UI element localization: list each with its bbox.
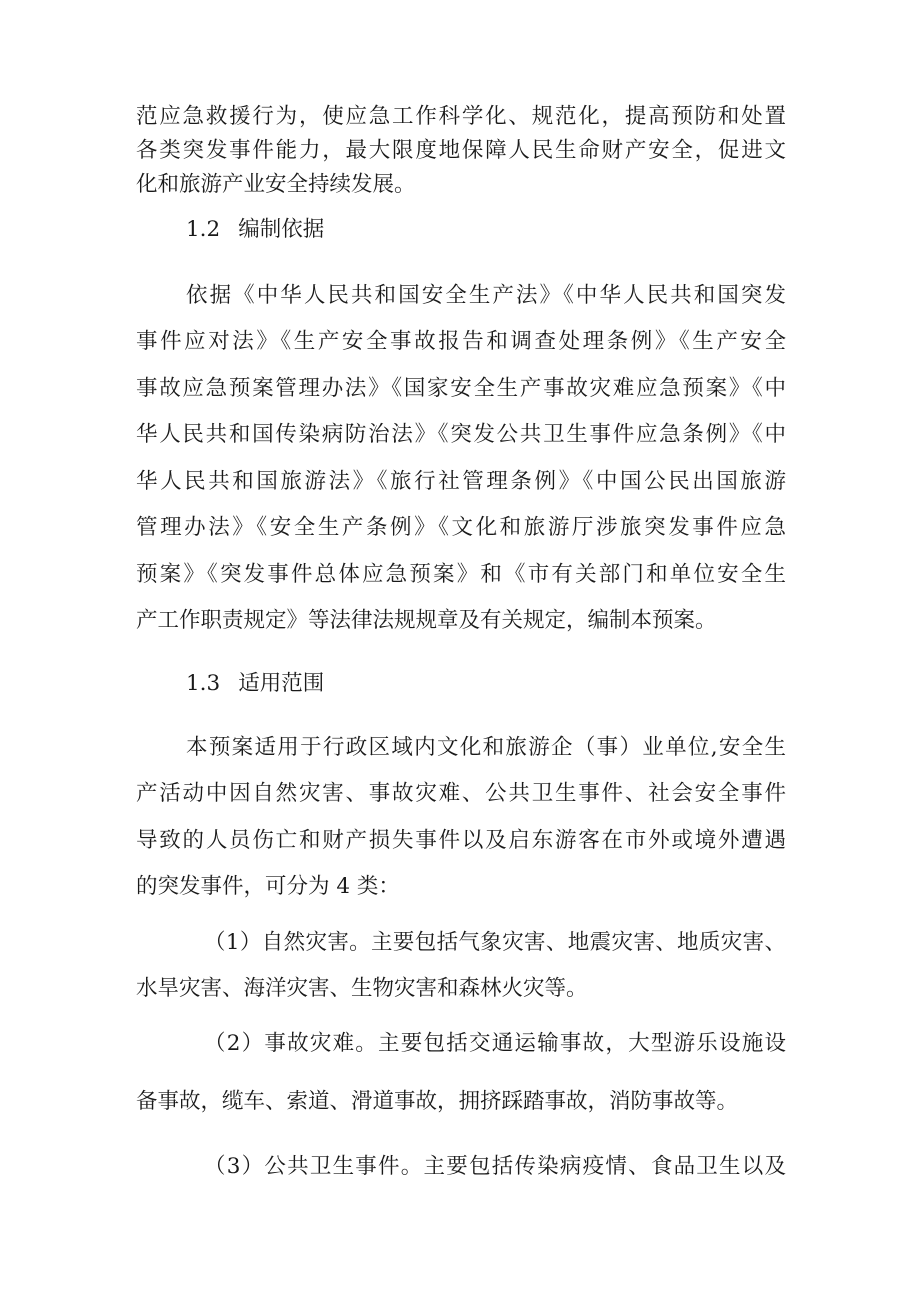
- section-1-2-line-6: 管理办法》《安全生产条例》《文化和旅游厅涉旅突发事件应急: [136, 515, 786, 540]
- section-heading-1-2: [186, 213, 324, 247]
- section-1-2-line-4: 华人民共和国传染病防治法》《突发公共卫生事件应急条例》《中: [136, 422, 786, 447]
- section-number: 1.3: [186, 671, 221, 696]
- section-1-3-line-2: 产活动中因自然灾害、事故灾难、公共卫生事件、社会安全事件: [136, 781, 786, 806]
- section-1-2-line-3: 事故应急预案管理办法》《国家安全生产事故灾难应急预案》《中: [136, 376, 786, 401]
- section-1-3-line-3: 导致的人员伤亡和财产损失事件以及启东游客在市外或境外遭遇: [136, 828, 786, 853]
- section-number: 1.2: [186, 217, 221, 242]
- section-1-3-line-1: 本预案适用于行政区域内文化和旅游企（事）业单位,安全生: [186, 735, 786, 760]
- section-title: 适用范围: [238, 671, 325, 696]
- section-1-2-line-2: 事件应对法》《生产安全事故报告和调查处理条例》《生产安全: [136, 329, 786, 354]
- section-title: 编制依据: [238, 217, 325, 242]
- intro-line-2: 各类突发事件能力，最大限度地保障人民生命财产安全，促进文: [136, 138, 786, 163]
- section-heading-1-3: [186, 667, 324, 701]
- section-1-2-line-1: 依据《中华人民共和国安全生产法》《中华人民共和国突发: [186, 283, 786, 308]
- list-item-1-line-2: 水旱灾害、海洋灾害、生物灾害和森林火灾等。: [136, 976, 588, 1001]
- list-item-2-line-1: （2）事故灾难。主要包括交通运输事故，大型游乐设施设: [204, 1031, 786, 1056]
- intro-line-1: 范应急救援行为，使应急工作科学化、规范化，提高预防和处置: [136, 104, 786, 129]
- intro-line-3: 化和旅游产业安全持续发展。: [136, 172, 416, 197]
- section-1-2-line-8: 产工作职责规定》等法律法规规章及有关规定，编制本预案。: [136, 608, 717, 633]
- section-1-2-line-7: 预案》《突发事件总体应急预案》和《市有关部门和单位安全生: [136, 562, 786, 587]
- list-item-2-line-2: 备事故，缆车、索道、滑道事故，拥挤踩踏事故，消防事故等。: [136, 1089, 739, 1114]
- list-item-1-line-1: （1）自然灾害。主要包括气象灾害、地震灾害、地质灾害、: [204, 930, 786, 955]
- section-1-3-line-4: 的突发事件，可分为 4 类：: [136, 874, 400, 899]
- section-1-2-line-5: 华人民共和国旅游法》《旅行社管理条例》《中国公民出国旅游: [136, 469, 786, 494]
- list-item-3-line-1: （3）公共卫生事件。主要包括传染病疫情、食品卫生以及: [204, 1154, 786, 1179]
